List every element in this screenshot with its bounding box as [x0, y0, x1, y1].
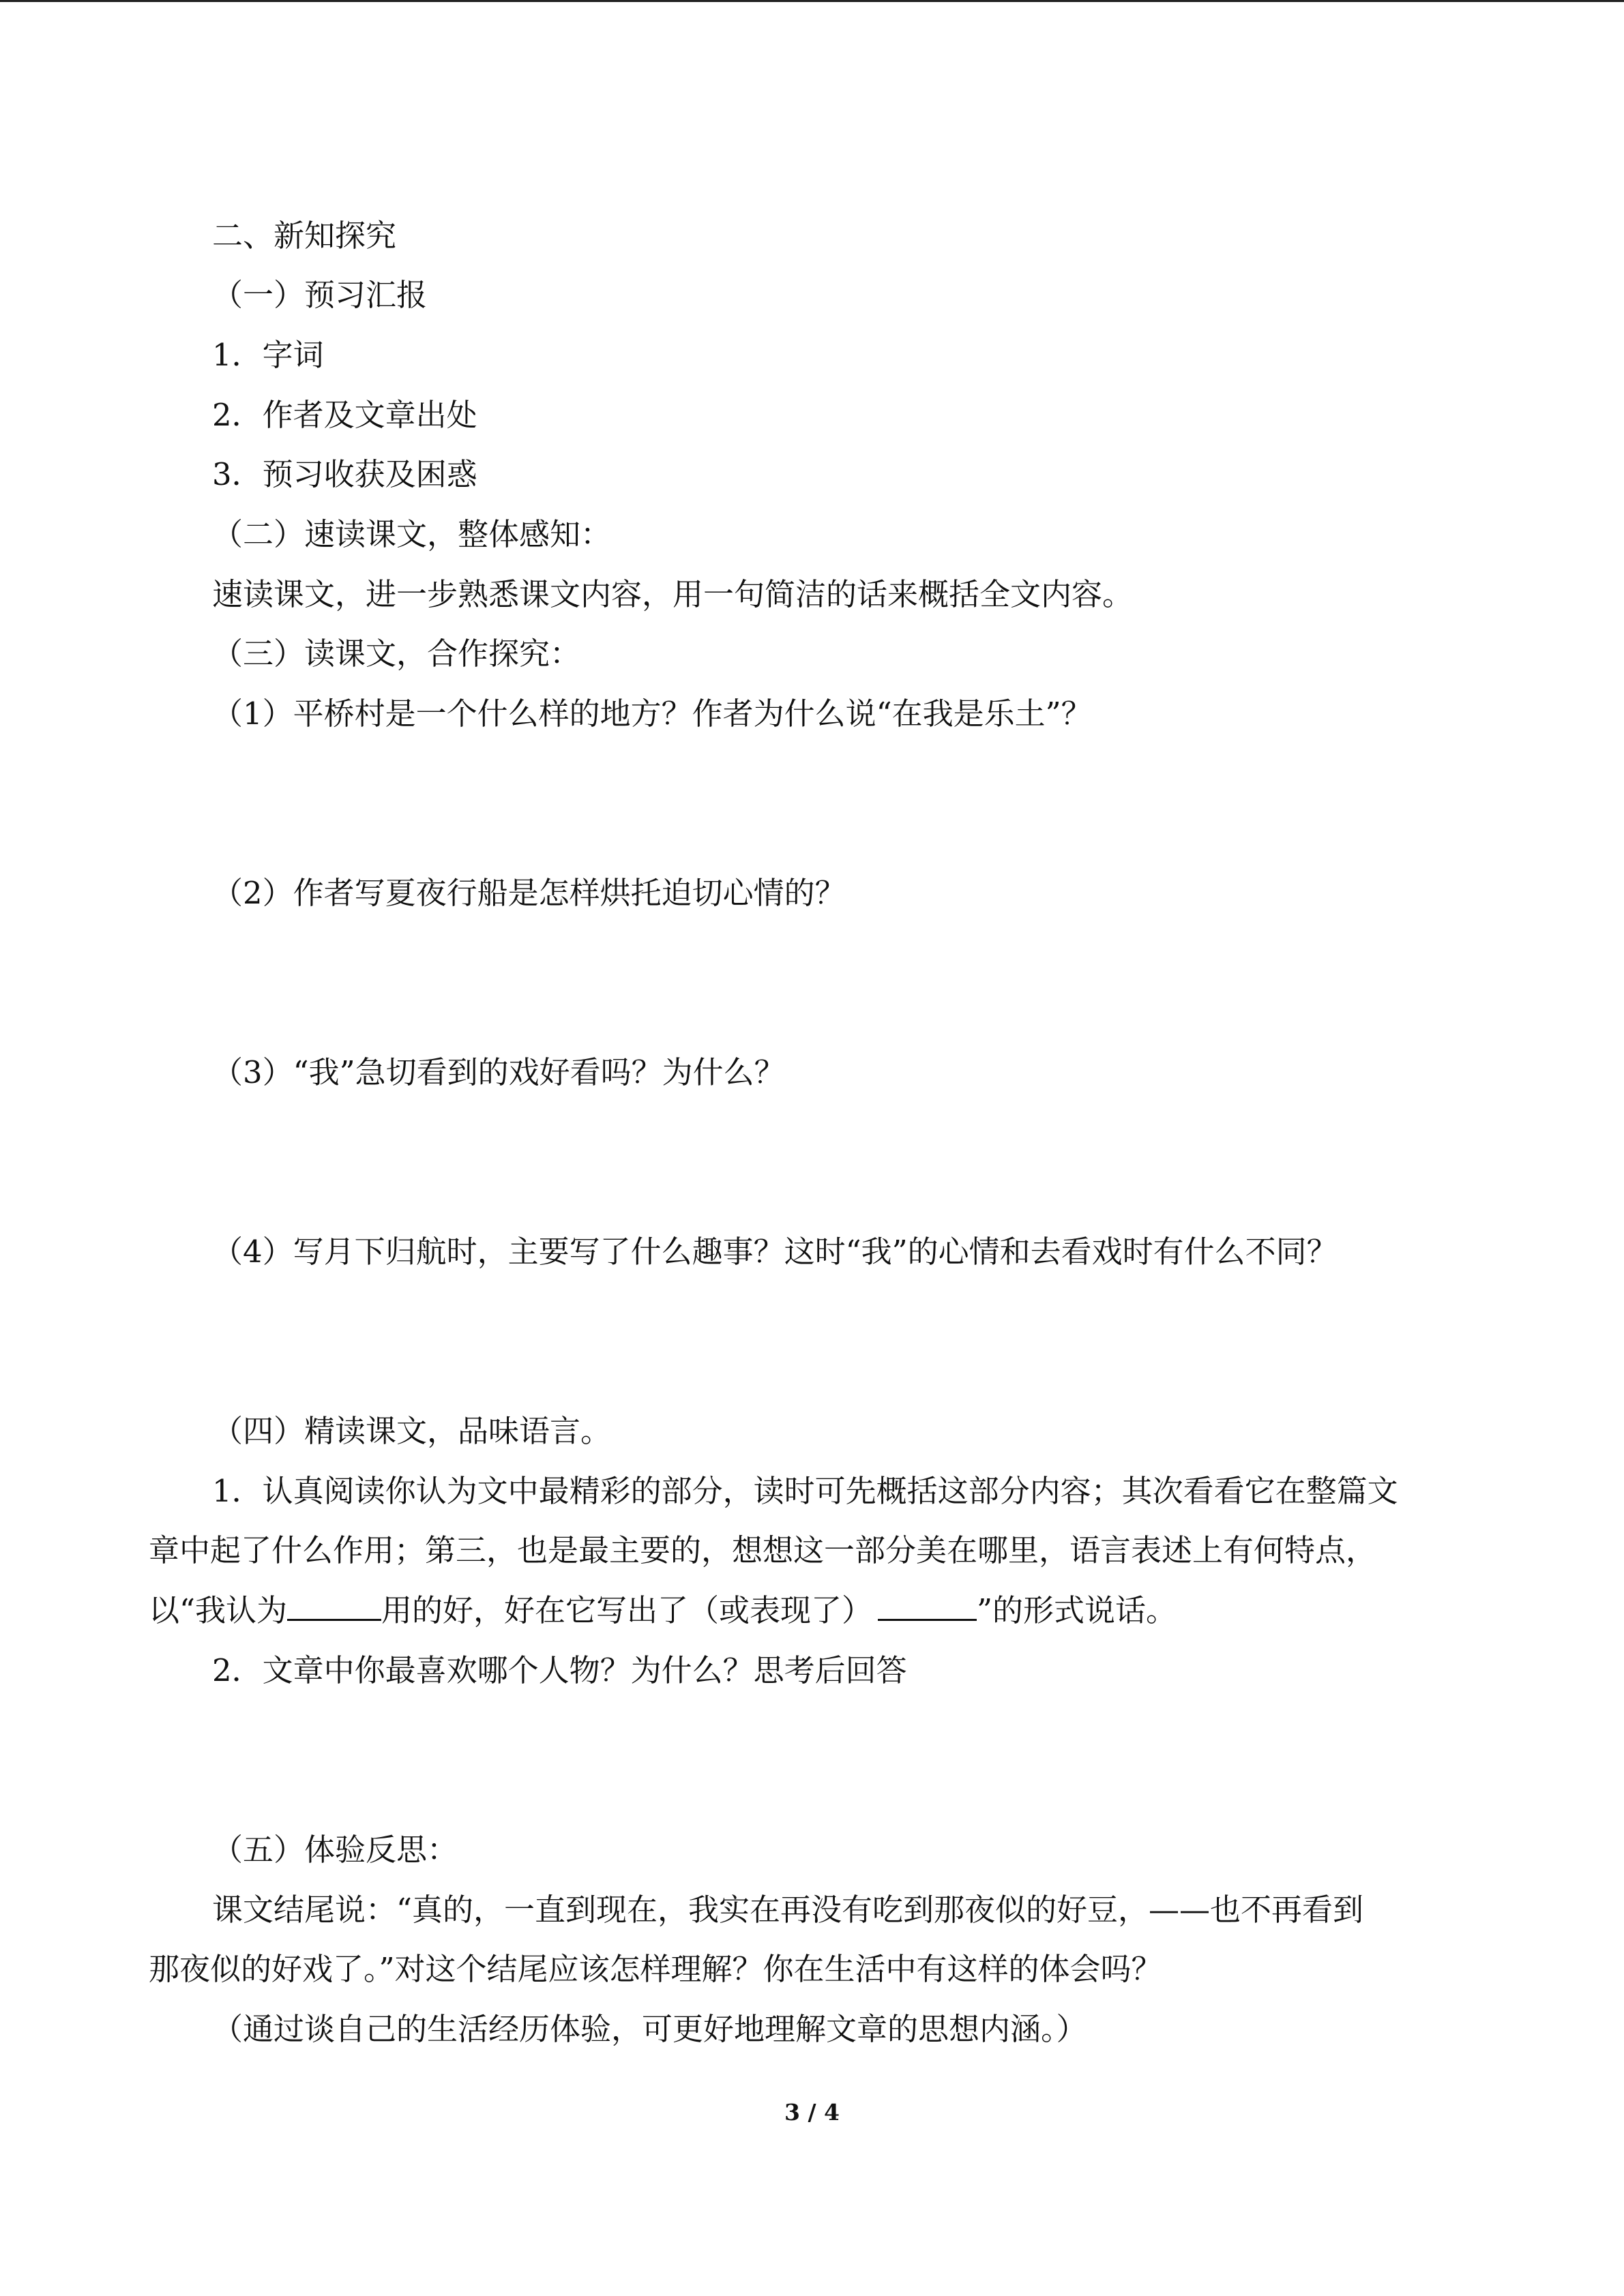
- close-reading-task-1-line-2: 章中起了什么作用；第三，也是最主要的，想想这一部分美在哪里，语言表述上有何特点，: [149, 1532, 1377, 1568]
- reflection-text-line-1: 课文结尾说：“真的，一直到现在，我实在再没有吃到那夜似的好豆，——也不再看到: [212, 1892, 1364, 1928]
- question-4: （4）写月下归航时，主要写了什么趣事？这时“我”的心情和去看戏时有什么不同？: [212, 1234, 1338, 1270]
- subsection-cooperative-inquiry: （三）读课文，合作探究：: [212, 636, 581, 672]
- reflection-text-line-2: 那夜似的好戏了。”对这个结尾应该怎样理解？你在生活中有这样的体会吗？: [149, 1951, 1162, 1987]
- close-reading-task-2: 2．文章中你最喜欢哪个人物？为什么？思考后回答: [212, 1652, 907, 1688]
- speed-reading-instruction: 速读课文，进一步熟悉课文内容，用一句简洁的话来概括全文内容。: [212, 576, 1134, 612]
- fill-in-blank-2[interactable]: [878, 1590, 977, 1621]
- subsection-speed-reading: （二）速读课文，整体感知：: [212, 516, 612, 552]
- sentence-pattern-middle: 用的好，好在它写出了（或表现了）: [381, 1592, 873, 1628]
- page-number: 3 / 4: [784, 2099, 840, 2126]
- fill-in-blank-1[interactable]: [287, 1590, 381, 1621]
- subsection-experience-reflection: （五）体验反思：: [212, 1832, 458, 1868]
- close-reading-task-1-line-1: 1．认真阅读你认为文中最精彩的部分，读时可先概括这部分内容；其次看看它在整篇文: [212, 1473, 1398, 1509]
- item-author-source: 2．作者及文章出处: [212, 397, 477, 433]
- sentence-pattern-end: ”的形式说话。: [977, 1592, 1177, 1628]
- subsection-close-reading: （四）精读课文，品味语言。: [212, 1413, 612, 1449]
- reflection-note: （通过谈自己的生活经历体验，可更好地理解文章的思想内涵。）: [212, 2011, 1087, 2047]
- item-preview-gains: 3．预习收获及困惑: [212, 456, 477, 492]
- question-2: （2）作者写夏夜行船是怎样烘托迫切心情的？: [212, 875, 846, 911]
- section-heading-new-knowledge: 二、新知探究: [212, 218, 397, 254]
- question-3: （3）“我”急切看到的戏好看吗？为什么？: [212, 1054, 785, 1090]
- subsection-preview-report: （一）预习汇报: [212, 277, 428, 313]
- close-reading-task-1-line-3: [149, 1590, 1177, 1631]
- item-words: 1．字词: [212, 337, 324, 373]
- top-border-line: [0, 0, 1624, 2]
- question-1: （1）平桥村是一个什么样的地方？作者为什么说“在我是乐土”？: [212, 696, 1092, 732]
- sentence-pattern-start: 以“我认为: [149, 1592, 288, 1628]
